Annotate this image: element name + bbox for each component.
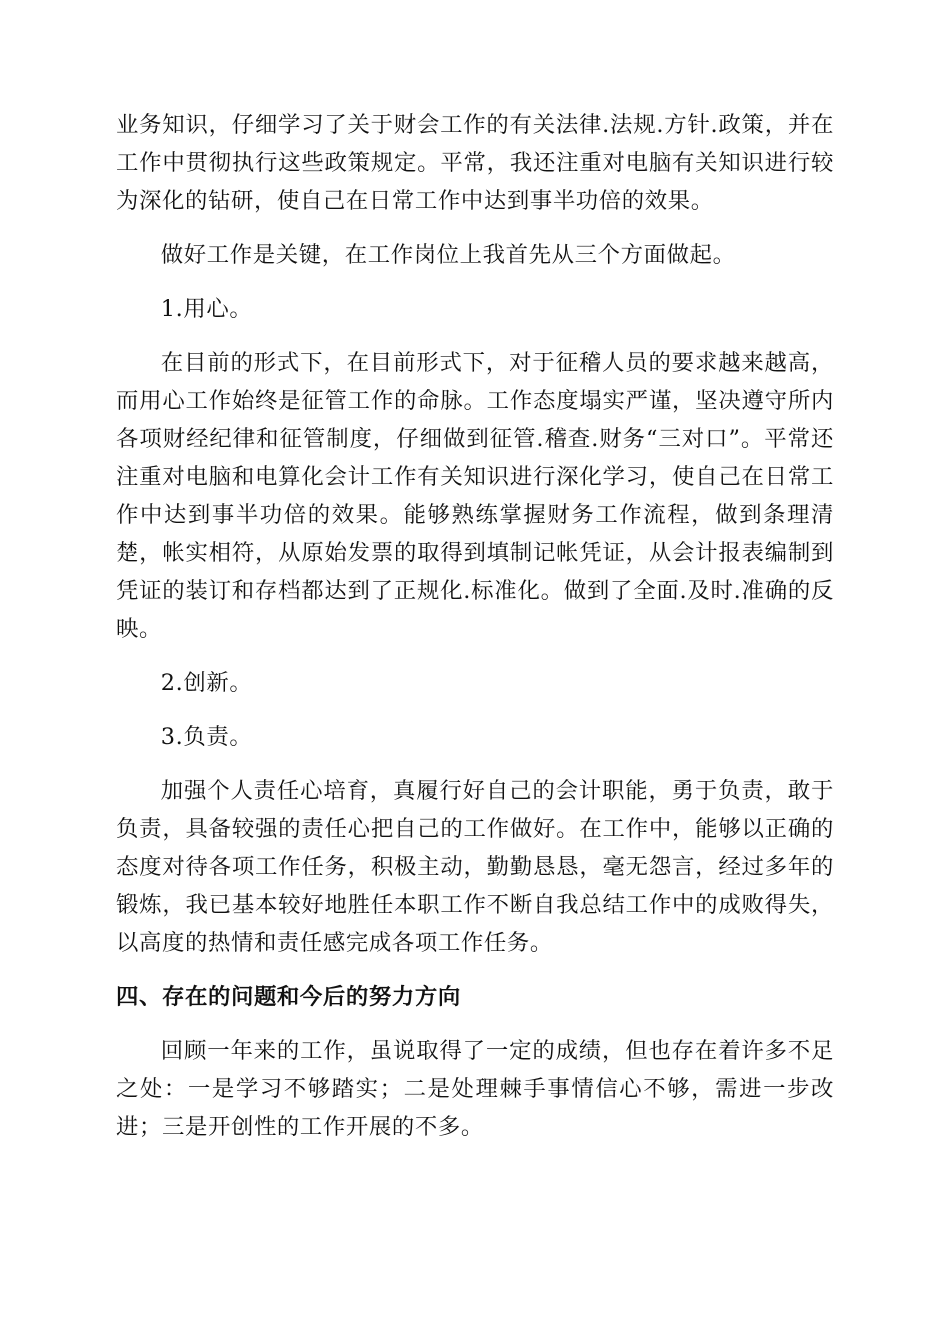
list-item-3-heading: 3.负责。 xyxy=(160,724,253,750)
paragraph-review: 回顾一年来的工作，虽说取得了一定的成绩，但也存在着许多不足之处：一是学习不够踏实；二是处理棘手事情信心不够，需进一步改进；三是开创性的工作开展的不多。 xyxy=(116,1038,834,1140)
paragraph-diligence: 在目前的形式下，在目前形式下，对于征稽人员的要求越来越高，而用心工作始终是征管工作的命脉。工作态度塌实严谨，坚决遵守所内各项财经纪律和征管制度，仔细做到征管.稽查.财务“三对口”。平常还注重对电脑和电算化会计工作有关知识进行深化学习，使自己在日常工作中达到事半功倍的效果。能够熟练掌握财务工作流程，做到条理清楚，帐实相符，从原始发票的取得到填制记帐凭证，从会计报表编制到凭证的装订和存档都达到了正规化.标准化。做到了全面.及时.准确的反映。 xyxy=(116,350,834,642)
paragraph-continuation: 业务知识，仔细学习了关于财会工作的有关法律.法规.方针.政策，并在工作中贯彻执行这些政策规定。平常，我还注重对电脑有关知识进行较为深化的钻研，使自己在日常工作中达到事半功倍的效果。 xyxy=(116,112,834,214)
document-page xyxy=(116,106,834,1162)
paragraph-intro-three-aspects: 做好工作是关键，在工作岗位上我首先从三个方面做起。 xyxy=(160,242,736,268)
paragraph-responsibility: 加强个人责任心培育，真履行好自己的会计职能，勇于负责，敢于负责，具备较强的责任心把自己的工作做好。在工作中，能够以正确的态度对待各项工作任务，积极主动，勤勤恳恳，毫无怨言，经过多年的锻炼，我已基本较好地胜任本职工作不断自我总结工作中的成败得失，以高度的热情和责任感完成各项工作任务。 xyxy=(116,778,834,956)
list-item-2-heading: 2.创新。 xyxy=(160,670,253,696)
section-heading: 四、存在的问题和今后的努力方向 xyxy=(116,984,461,1010)
list-item-1-heading: 1.用心。 xyxy=(160,296,253,322)
